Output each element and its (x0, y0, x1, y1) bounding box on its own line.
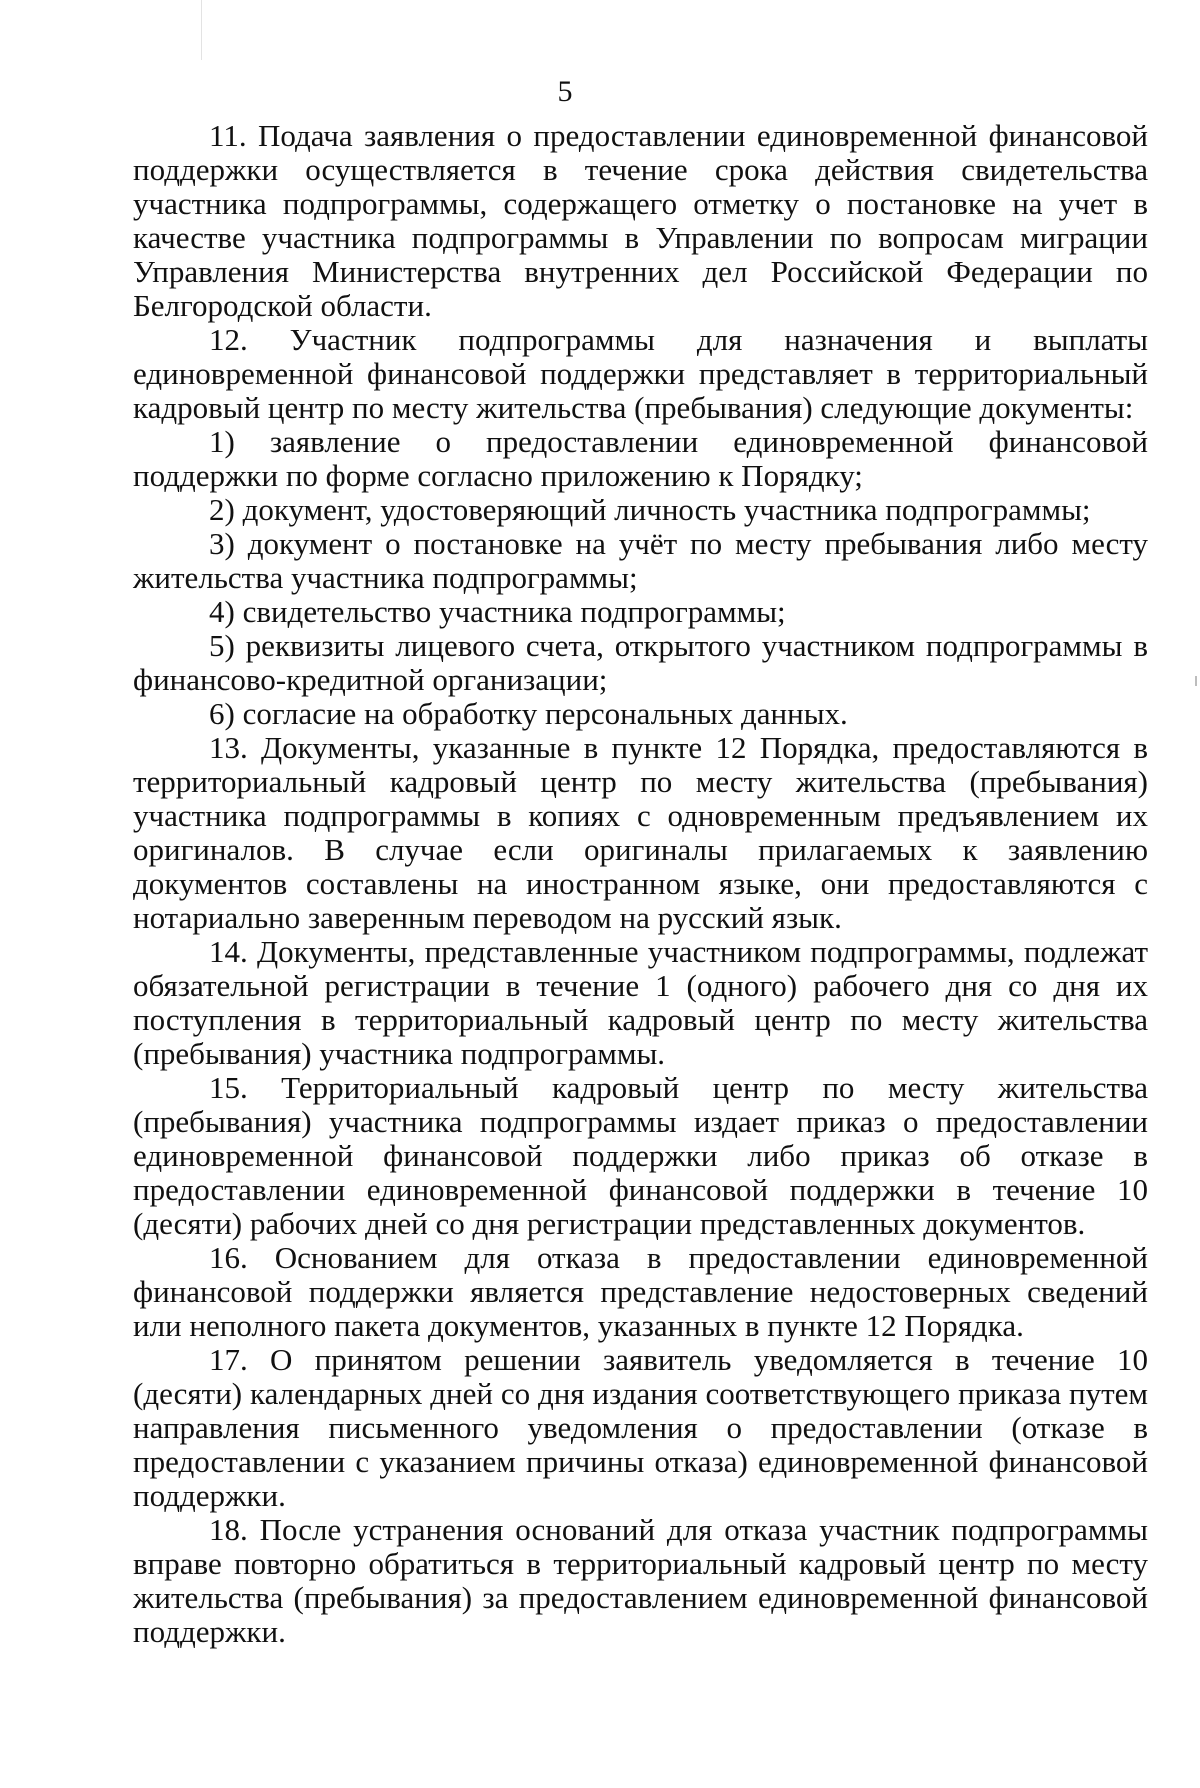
scan-artifact-dot (1195, 676, 1197, 686)
paragraph-12: 12. Участник подпрограммы для назначения и выплаты единовременной финансовой поддержки представляет в территориальный кадровый центр по месту жительства (пребывания) следующие документы: (133, 322, 1148, 425)
page-number: 5 (557, 75, 573, 108)
list-item-5: 5) реквизиты лицевого счета, открытого участником подпрограммы в финансово-кредитной организации; (133, 628, 1148, 697)
list-item-3: 3) документ о постановке на учёт по месту пребывания либо месту жительства участника подпрограммы; (133, 526, 1148, 595)
paragraph-18: 18. После устранения оснований для отказа участник подпрограммы вправе повторно обратиться в территориальный кадровый центр по месту жительства (пребывания) за предоставлением единовременной финансовой поддержки. (133, 1512, 1148, 1649)
list-item-1: 1) заявление о предоставлении единовременной финансовой поддержки по форме согласно приложению к Порядку; (133, 424, 1148, 493)
paragraph-15: 15. Территориальный кадровый центр по месту жительства (пребывания) участника подпрограммы издает приказ о предоставлении единовременной финансовой поддержки либо приказ об отказе в предоставлении единовременной финансовой поддержки в течение 10 (десяти) рабочих дней со дня регистрации представленных документов. (133, 1070, 1148, 1241)
document-body (133, 119, 1148, 1649)
paragraph-16: 16. Основанием для отказа в предоставлении единовременной финансовой поддержки является представление недостоверных сведений или неполного пакета документов, указанных в пункте 12 Порядка. (133, 1240, 1148, 1343)
list-item-6: 6) согласие на обработку персональных данных. (209, 696, 848, 731)
paragraph-11: 11. Подача заявления о предоставлении единовременной финансовой поддержки осуществляется в течение срока действия свидетельства участника подпрограммы, содержащего отметку о постановке на учет в качестве участника подпрограммы в Управлении по вопросам миграции Управления Министерства внутренних дел Российской Федерации по Белгородской области. (133, 118, 1148, 323)
list-item-2: 2) документ, удостоверяющий личность участника подпрограммы; (209, 492, 1091, 527)
list-item-4: 4) свидетельство участника подпрограммы; (209, 594, 786, 629)
paragraph-13: 13. Документы, указанные в пункте 12 Порядка, предоставляются в территориальный кадровый центр по месту жительства (пребывания) участника подпрограммы в копиях с одновременным предъявлением их оригиналов. В случае если оригиналы прилагаемых к заявлению документов составлены на иностранном языке, они предоставляются с нотариально заверенным переводом на русский язык. (133, 730, 1148, 935)
scan-artifact-line (201, 0, 202, 60)
paragraph-14: 14. Документы, представленные участником подпрограммы, подлежат обязательной регистрации в течение 1 (одного) рабочего дня со дня их поступления в территориальный кадровый центр по месту жительства (пребывания) участника подпрограммы. (133, 934, 1148, 1071)
paragraph-17: 17. О принятом решении заявитель уведомляется в течение 10 (десяти) календарных дней со дня издания соответствующего приказа путем направления письменного уведомления о предоставлении (отказе в предоставлении с указанием причины отказа) единовременной финансовой поддержки. (133, 1342, 1148, 1513)
